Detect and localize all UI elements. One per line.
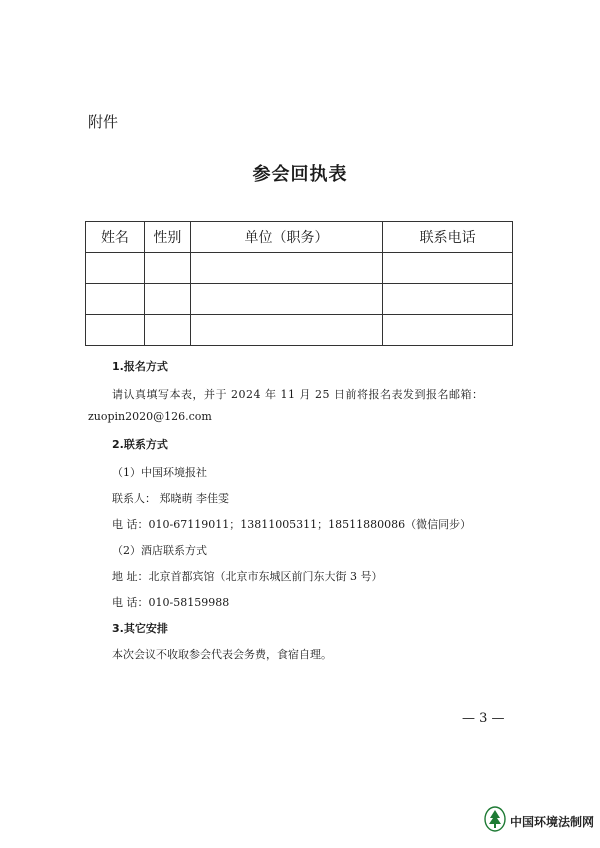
section-1-title: 1.报名方式 xyxy=(112,360,168,373)
cell-gender[interactable] xyxy=(144,253,190,284)
hotel-contact-heading: （2）酒店联系方式 xyxy=(112,544,207,557)
registration-email: zuopin2020@126.com xyxy=(88,410,212,423)
table-row xyxy=(86,253,513,284)
section-3-title: 3.其它安排 xyxy=(112,622,168,635)
cell-unit[interactable] xyxy=(190,253,383,284)
attachment-label: 附件 xyxy=(88,113,119,131)
table-row xyxy=(86,315,513,346)
cell-name[interactable] xyxy=(86,253,145,284)
table-row xyxy=(86,284,513,315)
cell-phone[interactable] xyxy=(383,284,513,315)
form-title: 参会回执表 xyxy=(252,164,348,185)
header-name: 姓名 xyxy=(86,222,145,253)
cell-name[interactable] xyxy=(86,284,145,315)
page-number: — 3 — xyxy=(462,711,505,726)
cell-name[interactable] xyxy=(86,315,145,346)
cell-unit[interactable] xyxy=(190,315,383,346)
other-arrangements-text: 本次会议不收取参会代表会务费，食宿自理。 xyxy=(112,648,332,661)
contact-phone: 电 话：010-67119011；13811005311；18511880086（微信同步） xyxy=(112,518,472,531)
hotel-address: 地 址：北京首都宾馆（北京市东城区前门东大街 3 号） xyxy=(112,570,383,583)
section-2-title: 2.联系方式 xyxy=(112,438,168,451)
cell-phone[interactable] xyxy=(383,253,513,284)
header-gender: 性别 xyxy=(144,222,190,253)
contact-persons: 联系人： 郑晓萌 李佳雯 xyxy=(112,492,229,505)
registration-table xyxy=(85,221,513,346)
watermark-text: 中国环境法制网 xyxy=(510,814,595,829)
tree-logo-icon xyxy=(484,806,506,836)
cell-phone[interactable] xyxy=(383,315,513,346)
contact-organization: （1）中国环境报社 xyxy=(112,466,207,479)
cell-gender[interactable] xyxy=(144,315,190,346)
header-phone: 联系电话 xyxy=(383,222,513,253)
cell-gender[interactable] xyxy=(144,284,190,315)
table-header-row xyxy=(86,222,513,253)
header-unit: 单位（职务） xyxy=(190,222,383,253)
cell-unit[interactable] xyxy=(190,284,383,315)
hotel-phone: 电 话：010-58159988 xyxy=(112,596,230,609)
section-1-instruction: 请认真填写本表，并于 2024 年 11 月 25 日前将报名表发到报名邮箱： xyxy=(112,388,484,401)
watermark xyxy=(484,806,594,836)
